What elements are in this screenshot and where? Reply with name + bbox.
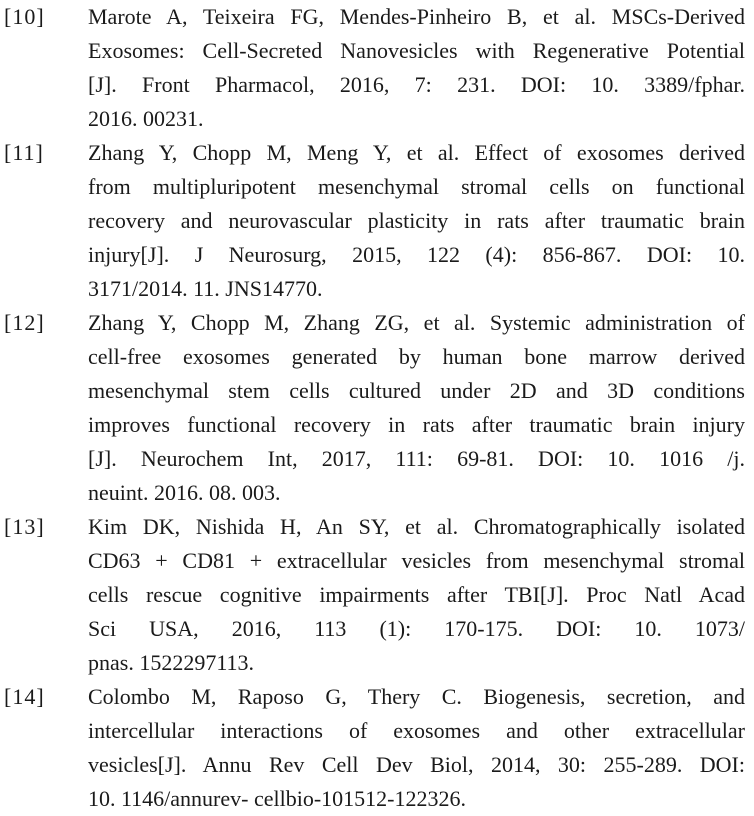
reference-text bbox=[88, 680, 745, 816]
reference-number: [14] bbox=[4, 684, 45, 709]
reference-line: from multipluripotent mesenchymal stromal cells on functional bbox=[88, 174, 745, 199]
reference-line: 3171/2014. 11. JNS14770. bbox=[88, 276, 323, 301]
reference-line: 2016. 00231. bbox=[88, 106, 204, 131]
reference-number: [11] bbox=[4, 140, 44, 165]
reference-line: Kim DK, Nishida H, An SY, et al. Chromatographically isolated bbox=[88, 514, 745, 539]
reference-line: CD63 + CD81 + extracellular vesicles from mesenchymal stromal bbox=[88, 548, 745, 573]
reference-line: vesicles[J]. Annu Rev Cell Dev Biol, 2014, 30: 255-289. DOI: bbox=[88, 752, 745, 777]
reference-number: [10] bbox=[4, 4, 45, 29]
reference-line: Colombo M, Raposo G, Thery C. Biogenesis, secretion, and bbox=[88, 684, 745, 709]
reference-line: Zhang Y, Chopp M, Zhang ZG, et al. Systemic administration of bbox=[88, 310, 745, 335]
reference-line: improves functional recovery in rats after traumatic brain injury bbox=[88, 412, 745, 437]
reference-line: Exosomes: Cell-Secreted Nanovesicles with Regenerative Potential bbox=[88, 38, 745, 63]
reference-text bbox=[88, 0, 745, 136]
reference-number: [13] bbox=[4, 514, 45, 539]
reference-text bbox=[88, 136, 745, 306]
reference-line: cell-free exosomes generated by human bone marrow derived bbox=[88, 344, 745, 369]
reference-line: 10. 1146/annurev- cellbio-101512-122326. bbox=[88, 786, 466, 811]
reference-text bbox=[88, 306, 745, 510]
reference-line: injury[J]. J Neurosurg, 2015, 122 (4): 856-867. DOI: 10. bbox=[88, 242, 745, 267]
reference-line: mesenchymal stem cells cultured under 2D and 3D conditions bbox=[88, 378, 745, 403]
reference-line: Marote A, Teixeira FG, Mendes-Pinheiro B, et al. MSCs-Derived bbox=[88, 4, 745, 29]
reference-number: [12] bbox=[4, 310, 45, 335]
reference-line: intercellular interactions of exosomes and other extracellular bbox=[88, 718, 745, 743]
reference-line: Zhang Y, Chopp M, Meng Y, et al. Effect of exosomes derived bbox=[88, 140, 745, 165]
reference-line: recovery and neurovascular plasticity in rats after traumatic brain bbox=[88, 208, 745, 233]
reference-line: Sci USA, 2016, 113 (1): 170-175. DOI: 10. 1073/ bbox=[88, 616, 745, 641]
reference-line: [J]. Front Pharmacol, 2016, 7: 231. DOI: 10. 3389/fphar. bbox=[88, 72, 745, 97]
reference-text bbox=[88, 510, 745, 680]
reference-line: pnas. 1522297113. bbox=[88, 650, 255, 675]
reference-line: cells rescue cognitive impairments after TBI[J]. Proc Natl Acad bbox=[88, 582, 745, 607]
reference-line: [J]. Neurochem Int, 2017, 111: 69-81. DOI: 10. 1016 /j. bbox=[88, 446, 745, 471]
reference-line: neuint. 2016. 08. 003. bbox=[88, 480, 281, 505]
